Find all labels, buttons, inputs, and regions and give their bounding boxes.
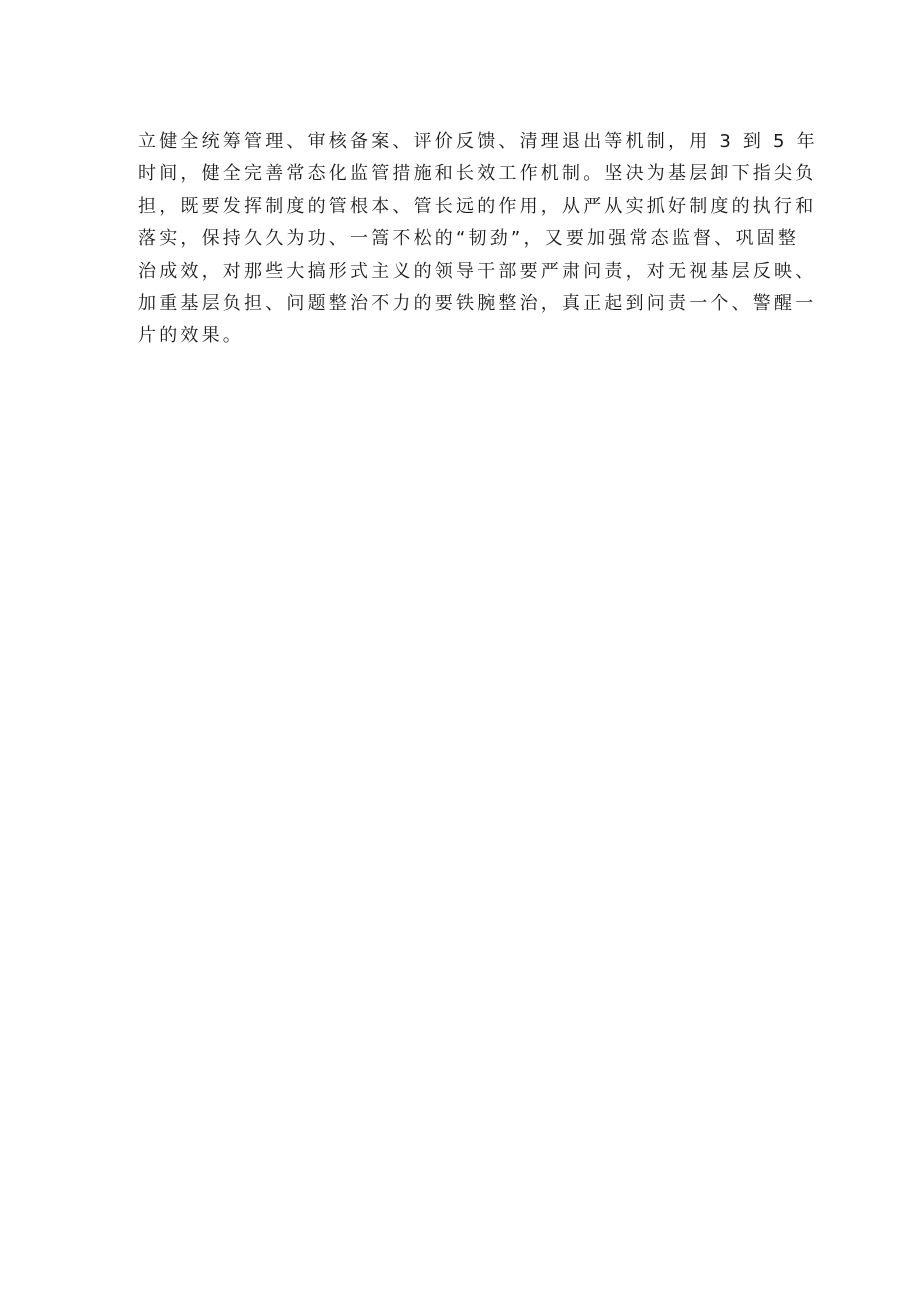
paragraph-line-6: 加重基层负担、问题整治不力的要铁腕整治，真正起到问责一个、警醒一 bbox=[138, 293, 817, 315]
paragraph-line-5: 治成效，对那些大搞形式主义的领导干部要严肃问责，对无视基层反映、 bbox=[138, 260, 817, 282]
paragraph-line-2: 时间，健全完善常态化监管措施和长效工作机制。坚决为基层卸下指尖负 bbox=[138, 163, 817, 185]
paragraph-line-4: 落实，保持久久为功、一篙不松的“韧劲”，又要加强常态监督、巩固整 bbox=[138, 228, 800, 250]
paragraph-line-1: 立健全统筹管理、审核备案、评价反馈、清理退出等机制，用 3 到 5 年 bbox=[138, 131, 818, 152]
paragraph-line-7: 片的效果。 bbox=[138, 325, 244, 347]
body-paragraph bbox=[138, 126, 818, 353]
paragraph-line-3: 担，既要发挥制度的管根本、管长远的作用，从严从实抓好制度的执行和 bbox=[138, 195, 817, 217]
